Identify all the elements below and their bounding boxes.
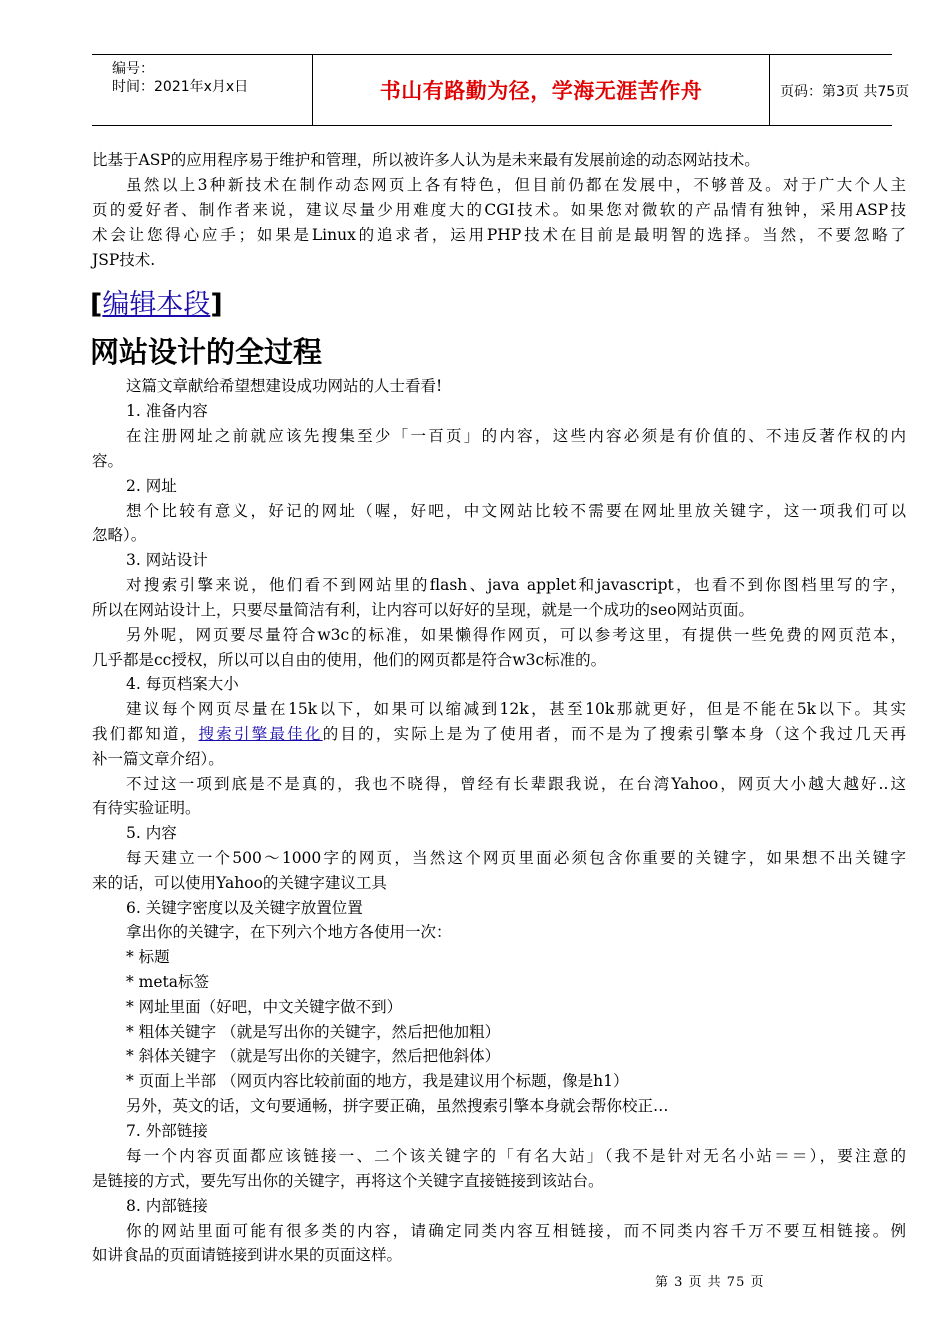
step-title: 5. 内容 <box>126 824 177 842</box>
text-line: 每天建立一个500～1000字的网页，当然这个网页里面必须包含你重要的关键字，如果想不出关键字 <box>126 849 906 867</box>
text-line: 比基于ASP的应用程序易于维护和管理，所以被许多人认为是未来最有发展前途的动态网站技术。 <box>92 151 760 169</box>
header-info-cell <box>92 55 313 125</box>
text-line: 来的话，可以使用Yahoo的关键字建议工具 <box>92 874 387 892</box>
edit-section-link[interactable]: 编辑本段 <box>102 289 211 320</box>
text-line <box>92 722 906 746</box>
text-line: 所以在网站设计上，只要尽量简洁有利，让内容可以好好的呈现，就是一个成功的seo网站页面。 <box>92 601 754 619</box>
edit-section <box>90 282 223 321</box>
text-line: 如讲食品的页面请链接到讲水果的页面这样。 <box>92 1246 403 1264</box>
step-title: 4. 每页档案大小 <box>126 675 239 693</box>
section-heading: 网站设计的全过程 <box>90 335 323 369</box>
number-label: 编号： <box>112 61 154 77</box>
list-item: * 标题 <box>126 948 170 966</box>
text-line: 每一个内容页面都应该链接一、二个该关键字的「有名大站」（我不是针对无名小站＝＝），要注意的 <box>126 1147 906 1165</box>
text-line: 想个比较有意义，好记的网址（喔，好吧，中文网站比较不需要在网址里放关键字，这一项我们可以 <box>126 502 906 520</box>
text-line: 有待实验证明。 <box>92 799 201 817</box>
page-footer: 第 3 页 共 75 页 <box>655 1275 765 1290</box>
step-title: 6. 关键字密度以及关键字放置位置 <box>126 899 363 917</box>
text-line: 你的网站里面可能有很多类的内容，请确定同类内容互相链接，而不同类内容千万不要互相链接。例 <box>126 1222 906 1240</box>
text-line: 不过这一项到底是不是真的，我也不晓得，曾经有长辈跟我说，在台湾Yahoo，网页大小越大越好..这 <box>126 775 906 793</box>
page-header <box>92 54 910 126</box>
edit-bracket-open: [ <box>90 289 103 320</box>
text-line: 忽略）。 <box>92 526 147 544</box>
seo-link[interactable]: 搜索引擎最佳化 <box>198 725 323 743</box>
text-line: 几乎都是cc授权，所以可以自由的使用，他们的网页都是符合w3c标准的。 <box>92 651 607 669</box>
header-motto-cell <box>313 55 770 125</box>
text-fragment: 我们都知道， <box>92 725 199 743</box>
list-item: * 斜体关键字 （就是写出你的关键字，然后把他斜体） <box>126 1047 501 1065</box>
text-line: 页的爱好者、制作者来说，建议尽量少用难度大的CGI技术。如果您对微软的产品情有独钟，采用ASP技 <box>92 201 906 219</box>
intro-line: 这篇文章献给希望想建设成功网站的人士看看! <box>126 377 443 395</box>
list-item: * 粗体关键字 （就是写出你的关键字，然后把他加粗） <box>126 1023 501 1041</box>
text-line: 容。 <box>92 452 124 470</box>
page-number-label: 页码：第3页 共75页 <box>780 84 910 100</box>
step-title: 8. 内部链接 <box>126 1197 208 1215</box>
step-title: 3. 网站设计 <box>126 551 208 569</box>
step-title: 2. 网址 <box>126 477 177 495</box>
list-item: * 网址里面（好吧，中文关键字做不到） <box>126 998 403 1016</box>
text-fragment: 的目的，实际上是为了使用者，而不是为了搜索引擎本身（这个我过几天再 <box>322 725 906 743</box>
text-line: 术会让您得心应手；如果是Linux的追求者，运用PHP技术在目前是最明智的选择。当然，不要忽略了 <box>92 226 906 244</box>
list-item: * meta标签 <box>126 973 210 991</box>
text-line: 补一篇文章介绍）。 <box>92 750 224 768</box>
step-title: 7. 外部链接 <box>126 1122 208 1140</box>
edit-bracket-close: ] <box>210 289 223 320</box>
header-page-cell <box>770 55 910 125</box>
text-line: 对搜索引擎来说，他们看不到网站里的flash、java applet和javascript，也看不到你图档里写的字， <box>126 576 906 594</box>
text-line: 另外呢，网页要尽量符合w3c的标准，如果懒得作网页，可以参考这里，有提供一些免费的网页范本， <box>126 626 906 644</box>
text-line: 虽然以上3种新技术在制作动态网页上各有特色，但目前仍都在发展中，不够普及。对于广大个人主 <box>126 176 906 194</box>
step-title: 1. 准备内容 <box>126 402 208 420</box>
text-line: 在注册网址之前就应该先搜集至少「一百页」的内容，这些内容必须是有价值的、不违反著作权的内 <box>126 427 906 445</box>
text-line: 建议每个网页尽量在15k以下，如果可以缩减到12k，甚至10k那就更好，但是不能在5k以下。其实 <box>126 700 906 718</box>
motto-text: 书山有路勤为径，学海无涯苦作舟 <box>379 79 703 103</box>
text-line: 是链接的方式，要先写出你的关键字，再将这个关键字直接链接到该站台。 <box>92 1172 604 1190</box>
text-line: 另外，英文的话，文句要通畅，拼字要正确，虽然搜索引擎本身就会帮你校正… <box>126 1097 669 1115</box>
text-line: JSP技术. <box>92 251 156 269</box>
list-item: * 页面上半部 （网页内容比较前面的地方，我是建议用个标题，像是h1） <box>126 1072 629 1090</box>
text-line: 拿出你的关键字，在下列六个地方各使用一次： <box>126 923 452 941</box>
time-label: 时间：2021年x月x日 <box>112 79 249 95</box>
